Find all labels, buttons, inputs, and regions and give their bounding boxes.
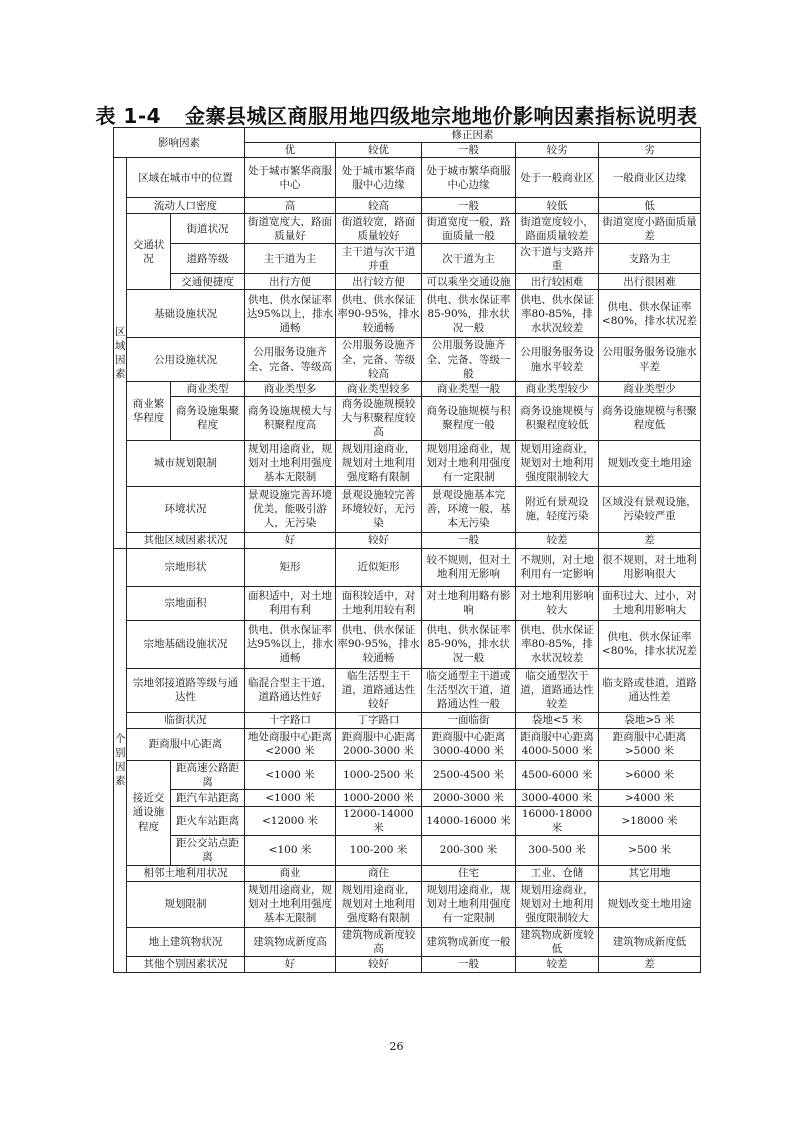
value-cell: 一般商业区边缘	[599, 158, 701, 198]
value-cell: 1000-2500 米	[336, 760, 422, 789]
value-cell: 16000-18000 米	[516, 806, 599, 835]
table-row	[114, 158, 701, 198]
row-label: 街道状况	[171, 214, 245, 244]
row-label: 宗地面积	[127, 586, 245, 620]
value-cell: 200-300 米	[422, 836, 516, 865]
table-row	[114, 198, 701, 214]
value-cell: 规划改变土地用途	[599, 440, 701, 486]
value-cell: 较不规则，但对土地利用无影响	[422, 548, 516, 586]
value-cell: <100 米	[245, 836, 336, 865]
value-cell: 商业类型一般	[422, 381, 516, 396]
table-row	[114, 548, 701, 586]
value-cell: 商住	[336, 865, 422, 881]
table-row	[114, 440, 701, 486]
value-cell: 距商服中心距离2000-3000 米	[336, 728, 422, 760]
row-label: 商务设施集聚程度	[171, 397, 245, 441]
table-row	[114, 881, 701, 927]
value-cell: 街道宽度一般，路面质量一般	[422, 214, 516, 244]
row-label: 距公交站点距离	[171, 836, 245, 865]
table-row	[114, 244, 701, 274]
value-cell: 规划用途商业，规划对土地利用强度有一定限制	[422, 440, 516, 486]
value-cell: 街道宽度较小，路面质量较差	[516, 214, 599, 244]
value-cell: <1000 米	[245, 789, 336, 806]
value-cell: 公用服务设施齐全、完备、等级高	[245, 338, 336, 382]
table-title	[0, 100, 793, 129]
value-cell: 供电、供水保证率85-90%，排水状况一般	[422, 290, 516, 338]
row-label: 道路等级	[171, 244, 245, 274]
row-label: 商业类型	[171, 381, 245, 396]
value-cell: 临交通型主干道或生活型次干道，道路通达性一般	[422, 668, 516, 712]
value-cell: 较好	[336, 532, 422, 548]
value-cell: 12000-14000 米	[336, 806, 422, 835]
value-cell: 面积适中，对土地利用有利	[245, 586, 336, 620]
value-cell: 次干道与支路并重	[516, 244, 599, 274]
value-cell: 次干道为主	[422, 244, 516, 274]
value-cell: 距商服中心距离>5000 米	[599, 728, 701, 760]
value-cell: 商务设施规模与积聚程度低	[599, 397, 701, 441]
value-cell: 好	[245, 956, 336, 972]
value-cell: 商务设施规模较大与积聚程度较高	[336, 397, 422, 441]
value-cell: 4500-6000 米	[516, 760, 599, 789]
value-cell: 丁字路口	[336, 712, 422, 728]
value-cell: 区域没有景观设施，污染较严重	[599, 486, 701, 532]
value-cell: <1000 米	[245, 760, 336, 789]
value-cell: 可以乘坐交通设施	[422, 274, 516, 290]
value-cell: 袋地<5 米	[516, 712, 599, 728]
table-row	[114, 274, 701, 290]
table-row	[114, 712, 701, 728]
value-cell: 工业、仓储	[516, 865, 599, 881]
row-label: 基础设施状况	[127, 290, 245, 338]
value-cell: 供电、供水保证率达95%以上，排水通畅	[245, 290, 336, 338]
value-cell: 规划用途商业，规划对土地利用强度有一定限制	[422, 881, 516, 927]
value-cell: 临支路或巷道，道路通达性差	[599, 668, 701, 712]
value-cell: 规划用途商业，规划对土地利用强度限制较大	[516, 440, 599, 486]
value-cell: 较低	[516, 198, 599, 214]
value-cell: 商业类型较多	[336, 381, 422, 396]
value-cell: <12000 米	[245, 806, 336, 835]
value-cell: 规划改变土地用途	[599, 881, 701, 927]
row-label: 其他区域因素状况	[127, 532, 245, 548]
value-cell: 公用服务服务设施水平差	[599, 338, 701, 382]
value-cell: 建筑物成新度较低	[516, 927, 599, 956]
value-cell: 景观设施基本完善，环境一般，基本无污染	[422, 486, 516, 532]
value-cell: 供电、供水保证率80-85%，排水状况较差	[516, 290, 599, 338]
value-cell: 住宅	[422, 865, 516, 881]
value-cell: 公用服务设施齐全、完备、等级一般	[422, 338, 516, 382]
table-row	[114, 836, 701, 865]
value-cell: 供电、供水保证率90-95%，排水较通畅	[336, 290, 422, 338]
value-cell: 差	[599, 532, 701, 548]
value-cell: 商业类型较少	[516, 381, 599, 396]
row-label: 宗地邻接道路等级与通达性	[127, 668, 245, 712]
value-cell: 差	[599, 956, 701, 972]
value-cell: 商业类型多	[245, 381, 336, 396]
value-cell: 出行较方便	[336, 274, 422, 290]
value-cell: 建筑物成新度较高	[336, 927, 422, 956]
value-cell: 供电、供水保证率85-90%，排水状况一般	[422, 620, 516, 668]
row-label: 地上建筑物状况	[127, 927, 245, 956]
header-level: 较劣	[516, 143, 599, 158]
value-cell: 建筑物成新度高	[245, 927, 336, 956]
value-cell: 1000-2000 米	[336, 789, 422, 806]
value-cell: 一般	[422, 956, 516, 972]
table-row	[114, 290, 701, 338]
value-cell: 面积过大、过小，对土地利用影响大	[599, 586, 701, 620]
value-cell: 公用服务设施齐全、完备、等级较高	[336, 338, 422, 382]
table-row	[114, 620, 701, 668]
value-cell: 景观设施完善环境优美，能吸引游人，无污染	[245, 486, 336, 532]
row-label: 环境状况	[127, 486, 245, 532]
table-title-text: 金寨县城区商服用地四级地宗地地价影响因素指标说明表	[185, 104, 698, 128]
value-cell: 建筑物成新度低	[599, 927, 701, 956]
value-cell: 其它用地	[599, 865, 701, 881]
value-cell: 处于城市繁华商服中心	[245, 158, 336, 198]
table-row	[114, 956, 701, 972]
row-label: 宗地基础设施状况	[127, 620, 245, 668]
row-label: 宗地形状	[127, 548, 245, 586]
row-label: 区域在城市中的位置	[127, 158, 245, 198]
value-cell: 景观设施较完善环境较好，无污染	[336, 486, 422, 532]
row-label: 距高速公路距离	[171, 760, 245, 789]
value-cell: 公用服务服务设施水平较差	[516, 338, 599, 382]
table-row	[114, 865, 701, 881]
value-cell: 很不规则，对土地利用影响很大	[599, 548, 701, 586]
value-cell: 14000-16000 米	[422, 806, 516, 835]
value-cell: 2500-4500 米	[422, 760, 516, 789]
header-level: 较优	[336, 143, 422, 158]
factor-table	[113, 127, 701, 973]
value-cell: 商务设施规模与积聚程度较低	[516, 397, 599, 441]
value-cell: 商务设施规模与积聚程度一般	[422, 397, 516, 441]
table-row	[114, 789, 701, 806]
value-cell: 规划用途商业，规划对土地利用强度限制较大	[516, 881, 599, 927]
value-cell: 2000-3000 米	[422, 789, 516, 806]
value-cell: >18000 米	[599, 806, 701, 835]
value-cell: 规划用途商业，规划对土地利用强度略有限制	[336, 440, 422, 486]
value-cell: >6000 米	[599, 760, 701, 789]
table-row	[114, 806, 701, 835]
table-row	[114, 338, 701, 382]
value-cell: 近似矩形	[336, 548, 422, 586]
group-individual: 个别因素	[114, 548, 127, 972]
row-label: 距火车站距离	[171, 806, 245, 835]
value-cell: 处于一般商业区	[516, 158, 599, 198]
value-cell: 附近有景观设施，轻度污染	[516, 486, 599, 532]
value-cell: 街道宽度大，路面质量好	[245, 214, 336, 244]
value-cell: 出行方便	[245, 274, 336, 290]
value-cell: 一般	[422, 198, 516, 214]
table-row	[114, 586, 701, 620]
value-cell: >500 米	[599, 836, 701, 865]
table-row	[114, 214, 701, 244]
value-cell: 对土地利用略有影响	[422, 586, 516, 620]
header-level: 劣	[599, 143, 701, 158]
value-cell: 供电、供水保证率90-95%，排水较通畅	[336, 620, 422, 668]
value-cell: 较好	[336, 956, 422, 972]
value-cell: 商业类型少	[599, 381, 701, 396]
value-cell: 较差	[516, 956, 599, 972]
value-cell: 临混合型主干道，道路通达性好	[245, 668, 336, 712]
value-cell: >4000 米	[599, 789, 701, 806]
value-cell: 临生活型主干道，道路通达性较好	[336, 668, 422, 712]
table-row	[114, 397, 701, 441]
table-row	[114, 532, 701, 548]
row-label: 临街状况	[127, 712, 245, 728]
row-label: 流动人口密度	[127, 198, 245, 214]
value-cell: 100-200 米	[336, 836, 422, 865]
table-row	[114, 728, 701, 760]
value-cell: 规划用途商业，规划对土地利用强度基本无限制	[245, 440, 336, 486]
value-cell: 处于城市繁华商服中心边缘	[336, 158, 422, 198]
value-cell: 地处商服中心距离<2000 米	[245, 728, 336, 760]
value-cell: 较高	[336, 198, 422, 214]
subgroup-transport: 接近交通设施程度	[127, 760, 171, 865]
subgroup-commerce: 商业繁华程度	[127, 381, 171, 440]
value-cell: 300-500 米	[516, 836, 599, 865]
table-row	[114, 760, 701, 789]
value-cell: 主干道为主	[245, 244, 336, 274]
row-label: 公用设施状况	[127, 338, 245, 382]
group-regional: 区域因素	[114, 158, 127, 548]
value-cell: 商业	[245, 865, 336, 881]
header-correction: 修正因素	[245, 128, 701, 143]
value-cell: 对土地利用影响较大	[516, 586, 599, 620]
value-cell: 供电、供水保证率80-85%，排水状况较差	[516, 620, 599, 668]
table-row	[114, 668, 701, 712]
value-cell: 距商服中心距离4000-5000 米	[516, 728, 599, 760]
value-cell: 出行较困难	[516, 274, 599, 290]
value-cell: 低	[599, 198, 701, 214]
value-cell: 临交通型次干道，道路通达性较差	[516, 668, 599, 712]
table-body	[114, 128, 701, 973]
value-cell: 一般	[422, 532, 516, 548]
value-cell: 供电、供水保证率<80%，排水状况差	[599, 290, 701, 338]
value-cell: 矩形	[245, 548, 336, 586]
page-number: 26	[389, 1040, 404, 1053]
value-cell: 距商服中心距离3000-4000 米	[422, 728, 516, 760]
row-label: 其他个别因素状况	[127, 956, 245, 972]
value-cell: 规划用途商业，规划对土地利用强度略有限制	[336, 881, 422, 927]
table-number: 表 1-4	[95, 104, 162, 128]
header-level: 一般	[422, 143, 516, 158]
value-cell: 商务设施规模大与积聚程度高	[245, 397, 336, 441]
value-cell: 较差	[516, 532, 599, 548]
row-label: 城市规划限制	[127, 440, 245, 486]
subgroup-traffic: 交通状况	[127, 214, 171, 290]
value-cell: 好	[245, 532, 336, 548]
value-cell: 不规则，对土地利用有一定影响	[516, 548, 599, 586]
value-cell: 供电、供水保证率达95%以上，排水通畅	[245, 620, 336, 668]
value-cell: 高	[245, 198, 336, 214]
value-cell: 主干道与次干道并重	[336, 244, 422, 274]
value-cell: 3000-4000 米	[516, 789, 599, 806]
row-label: 相邻土地利用状况	[127, 865, 245, 881]
row-label: 交通便捷度	[171, 274, 245, 290]
header-level: 优	[245, 143, 336, 158]
value-cell: 处于城市繁华商服中心边缘	[422, 158, 516, 198]
value-cell: 街道较宽，路面质量较好	[336, 214, 422, 244]
row-label: 距商服中心距离	[127, 728, 245, 760]
value-cell: 十字路口	[245, 712, 336, 728]
table-row	[114, 486, 701, 532]
value-cell: 街道宽度小路面质量差	[599, 214, 701, 244]
value-cell: 供电、供水保证率<80%，排水状况差	[599, 620, 701, 668]
row-label: 距汽车站距离	[171, 789, 245, 806]
value-cell: 面积较适中，对土地利用较有利	[336, 586, 422, 620]
value-cell: 出行很困难	[599, 274, 701, 290]
row-label: 规划限制	[127, 881, 245, 927]
value-cell: 支路为主	[599, 244, 701, 274]
value-cell: 袋地>5 米	[599, 712, 701, 728]
value-cell: 建筑物成新度一般	[422, 927, 516, 956]
value-cell: 一面临街	[422, 712, 516, 728]
table-row	[114, 927, 701, 956]
table-row	[114, 381, 701, 396]
header-factor: 影响因素	[114, 128, 245, 158]
value-cell: 规划用途商业，规划对土地利用强度基本无限制	[245, 881, 336, 927]
